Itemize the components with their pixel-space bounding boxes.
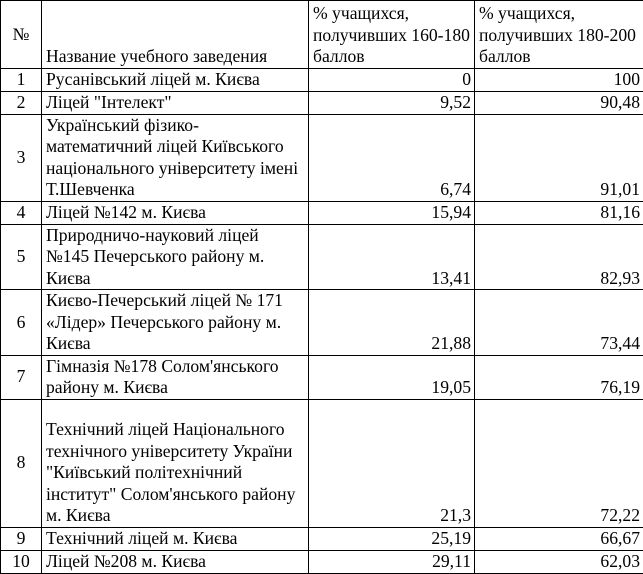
header-name: Название учебного заведения xyxy=(42,1,309,69)
table-row xyxy=(1,68,643,91)
school-name: Гімназія №178 Солом'янського району м. Києва xyxy=(42,355,309,399)
header-number: № xyxy=(1,1,42,69)
table-row xyxy=(1,201,643,224)
school-name: Технічний ліцей м. Києва xyxy=(42,527,309,550)
table-row xyxy=(1,91,643,114)
pct-180-200-value: 91,01 xyxy=(475,114,643,201)
pct-180-200-value: 100 xyxy=(475,68,643,91)
row-number: 3 xyxy=(1,114,42,201)
school-name: Києво-Печерський ліцей № 171 «Лідер» Печерського району м. Києва xyxy=(42,290,309,356)
row-number: 2 xyxy=(1,91,42,114)
school-name: Технічний ліцей Національного технічного університету України "Київський політехнічний інститут" Солом'янського району м. Києва xyxy=(42,399,309,527)
pct-180-200-value: 90,48 xyxy=(475,91,643,114)
school-name: Русанівський ліцей м. Києва xyxy=(42,68,309,91)
row-number: 10 xyxy=(1,550,42,573)
school-name: Природничо-науковий ліцей №145 Печерського району м. Києва xyxy=(42,224,309,290)
pct-180-200-value: 62,03 xyxy=(475,550,643,573)
pct-180-200-value: 72,22 xyxy=(475,399,643,527)
row-number: 9 xyxy=(1,527,42,550)
school-name: Ліцей №142 м. Києва xyxy=(42,201,309,224)
school-name: Ліцей "Інтелект" xyxy=(42,91,309,114)
pct-160-180-value: 0 xyxy=(309,68,475,91)
table-row xyxy=(1,355,643,399)
pct-160-180-value: 9,52 xyxy=(309,91,475,114)
row-number: 4 xyxy=(1,201,42,224)
row-number: 5 xyxy=(1,224,42,290)
table-row xyxy=(1,224,643,290)
table-row xyxy=(1,114,643,201)
table-row xyxy=(1,527,643,550)
pct-180-200-value: 66,67 xyxy=(475,527,643,550)
pct-160-180-value: 21,88 xyxy=(309,290,475,356)
pct-180-200-value: 76,19 xyxy=(475,355,643,399)
pct-160-180-value: 19,05 xyxy=(309,355,475,399)
table-row xyxy=(1,290,643,356)
row-number: 8 xyxy=(1,399,42,527)
row-number: 7 xyxy=(1,355,42,399)
header-row xyxy=(1,1,643,69)
school-name: Український фізико-математичний ліцей Київського національного університету імені Т.Шевченка xyxy=(42,114,309,201)
pct-160-180-value: 25,19 xyxy=(309,527,475,550)
pct-180-200-value: 82,93 xyxy=(475,224,643,290)
row-number: 6 xyxy=(1,290,42,356)
pct-160-180-value: 15,94 xyxy=(309,201,475,224)
pct-160-180-value: 13,41 xyxy=(309,224,475,290)
pct-180-200-value: 73,44 xyxy=(475,290,643,356)
header-pct-160-180: % учащихся, получивших 160-180 баллов xyxy=(309,1,475,69)
pct-180-200-value: 81,16 xyxy=(475,201,643,224)
pct-160-180-value: 6,74 xyxy=(309,114,475,201)
school-name: Ліцей №208 м. Києва xyxy=(42,550,309,573)
table-row xyxy=(1,399,643,527)
table-row xyxy=(1,550,643,573)
pct-160-180-value: 21,3 xyxy=(309,399,475,527)
row-number: 1 xyxy=(1,68,42,91)
pct-160-180-value: 29,11 xyxy=(309,550,475,573)
header-pct-180-200: % учащихся, получивших 180-200 баллов xyxy=(475,1,643,69)
